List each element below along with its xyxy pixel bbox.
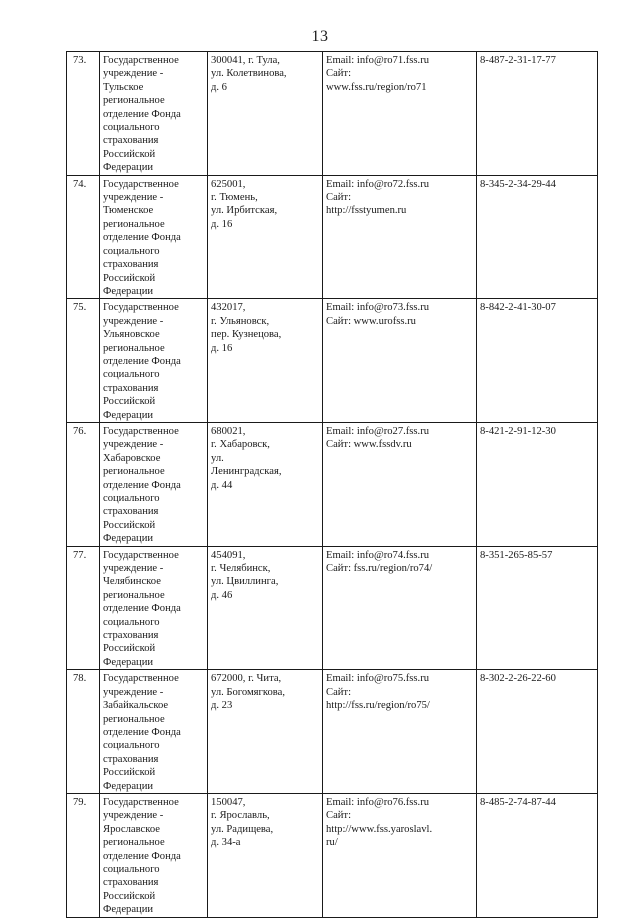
postal-address: 150047, г. Ярославль, ул. Радищева, д. 34-а (208, 793, 323, 917)
page-number: 13 (311, 28, 329, 45)
email-and-website: Email: info@ro73.fss.ru Сайт: www.urofss.ru (323, 299, 477, 423)
row-number: 78. (67, 670, 100, 794)
organization-name: Государственное учреждение - Челябинское региональное отделение Фонда социального страхования Российской Федерации (100, 546, 208, 670)
phone-number: 8-485-2-74-87-44 (477, 793, 598, 917)
phone-number: 8-421-2-91-12-30 (477, 422, 598, 546)
row-number: 77. (67, 546, 100, 670)
email-and-website: Email: info@ro27.fss.ru Сайт: www.fssdv.ru (323, 422, 477, 546)
organization-name: Государственное учреждение - Забайкальское региональное отделение Фонда социального страхования Российской Федерации (100, 670, 208, 794)
table-row (67, 422, 598, 546)
phone-number: 8-351-265-85-57 (477, 546, 598, 670)
postal-address: 300041, г. Тула, ул. Колетвинова, д. 6 (208, 52, 323, 176)
row-number: 74. (67, 175, 100, 299)
organization-name: Государственное учреждение - Тюменское региональное отделение Фонда социального страхования Российской Федерации (100, 175, 208, 299)
table-row (67, 546, 598, 670)
table-row (67, 299, 598, 423)
row-number: 73. (67, 52, 100, 176)
phone-number: 8-302-2-26-22-60 (477, 670, 598, 794)
row-number: 75. (67, 299, 100, 423)
organization-name: Государственное учреждение - Ульяновское региональное отделение Фонда социального страхования Российской Федерации (100, 299, 208, 423)
table-row (67, 52, 598, 176)
postal-address: 672000, г. Чита, ул. Богомягкова, д. 23 (208, 670, 323, 794)
email-and-website: Email: info@ro75.fss.ru Сайт: http://fss.ru/region/ro75/ (323, 670, 477, 794)
regional-offices-table (66, 51, 598, 918)
organization-name: Государственное учреждение - Ярославское региональное отделение Фонда социального страхования Российской Федерации (100, 793, 208, 917)
postal-address: 432017, г. Ульяновск, пер. Кузнецова, д. 16 (208, 299, 323, 423)
email-and-website: Email: info@ro74.fss.ru Сайт: fss.ru/region/ro74/ (323, 546, 477, 670)
postal-address: 680021, г. Хабаровск, ул. Ленинградская, д. 44 (208, 422, 323, 546)
table-row (67, 670, 598, 794)
table-row (67, 175, 598, 299)
organization-name: Государственное учреждение - Тульское региональное отделение Фонда социального страхования Российской Федерации (100, 52, 208, 176)
email-and-website: Email: info@ro72.fss.ru Сайт: http://fsstyumen.ru (323, 175, 477, 299)
postal-address: 625001, г. Тюмень, ул. Ирбитская, д. 16 (208, 175, 323, 299)
phone-number: 8-345-2-34-29-44 (477, 175, 598, 299)
organization-name: Государственное учреждение - Хабаровское региональное отделение Фонда социального страхования Российской Федерации (100, 422, 208, 546)
row-number: 76. (67, 422, 100, 546)
row-number: 79. (67, 793, 100, 917)
postal-address: 454091, г. Челябинск, ул. Цвиллинга, д. 46 (208, 546, 323, 670)
phone-number: 8-487-2-31-17-77 (477, 52, 598, 176)
email-and-website: Email: info@ro76.fss.ru Сайт: http://www.fss.yaroslavl. ru/ (323, 793, 477, 917)
email-and-website: Email: info@ro71.fss.ru Сайт: www.fss.ru/region/ro71 (323, 52, 477, 176)
table-row (67, 793, 598, 917)
phone-number: 8-842-2-41-30-07 (477, 299, 598, 423)
